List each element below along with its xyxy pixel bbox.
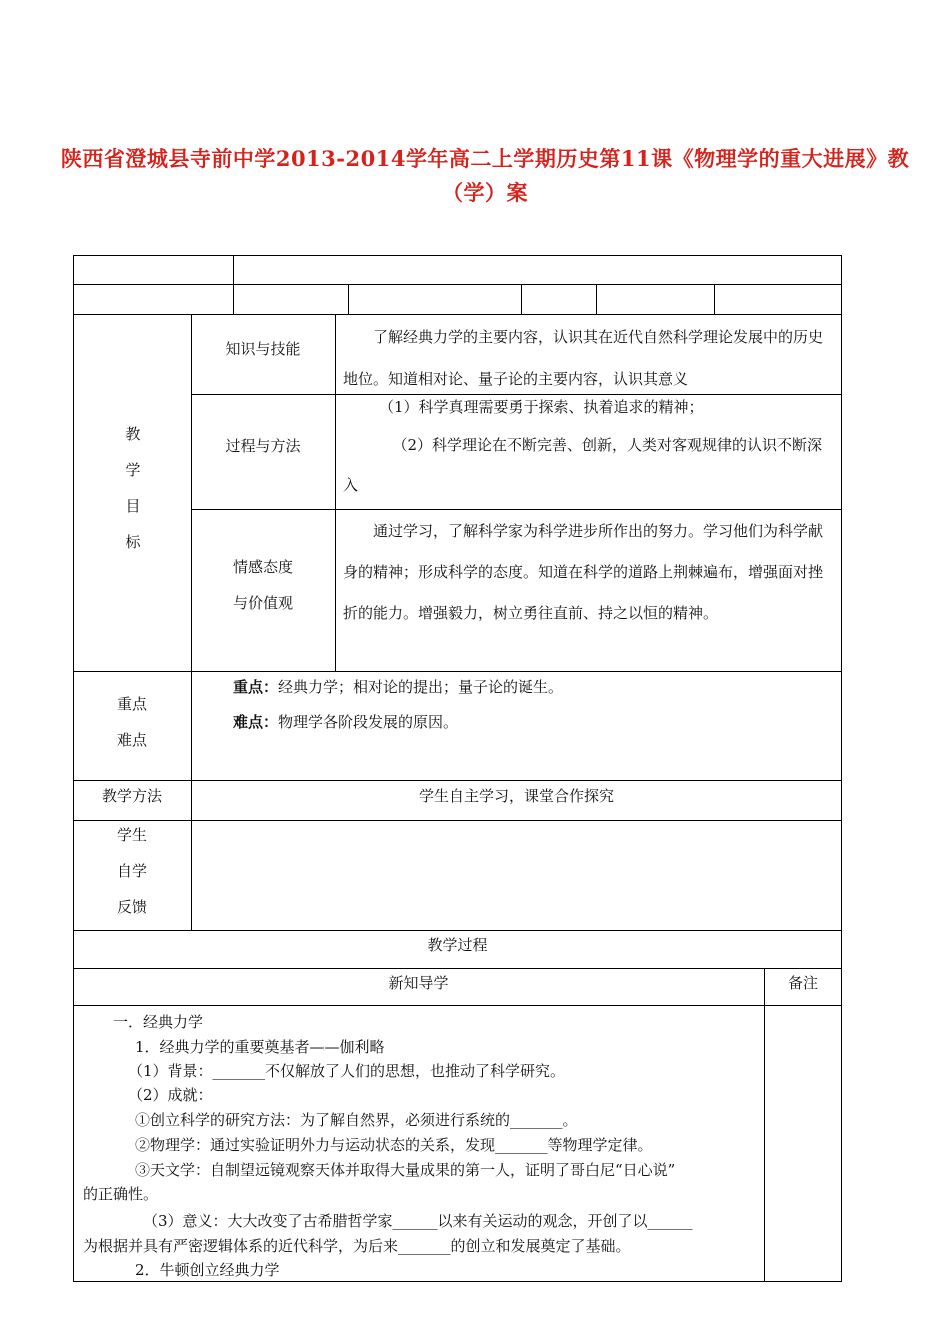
- key-point-text: 经典力学；相对论的提出；量子论的诞生。: [278, 678, 564, 696]
- content-line: 的正确性。: [83, 1185, 159, 1203]
- content-line: 为根据并具有严密逻辑体系的近代科学，为后来_______的创立和发展奠定了基础。: [83, 1237, 631, 1255]
- content-line: （2）成就：: [128, 1086, 213, 1104]
- knowledge-label: 知识与技能: [225, 340, 301, 358]
- keypoints-label-line-1: 重点: [116, 695, 147, 713]
- content-line: 2．牛顿创立经典力学: [135, 1261, 280, 1279]
- difficult-point-label: 难点：: [233, 713, 279, 731]
- row-divider: [73, 314, 842, 315]
- row-divider: [73, 1005, 842, 1006]
- content-line: ③天文学：自制望远镜观察天体并取得大量成果的第一人，证明了哥白尼“日心说”: [135, 1161, 676, 1179]
- feedback-label-char: 学生: [116, 826, 147, 844]
- emotion-text: 通过学习，了解科学家为科学进步所作出的努力。学习他们为科学献身的精神；形成科学的态度。知道在科学的道路上荆棘遍布，增强面对挫折的能力。增强毅力，树立勇往直前、持之以恒的精神。: [343, 522, 824, 622]
- knowledge-text: 了解经典力学的主要内容，认识其在近代自然科学理论发展中的历史地位。知道相对论、量子论的主要内容，认识其意义: [343, 328, 824, 388]
- objectives-header-char: 教: [125, 425, 141, 443]
- key-point-label: 重点：: [233, 678, 279, 696]
- content-line: ②物理学：通过实验证明外力与运动状态的关系，发现_______等物理学定律。: [135, 1136, 653, 1154]
- feedback-label-char: 反馈: [116, 898, 147, 916]
- objectives-header-char: 目: [125, 497, 141, 515]
- content-line: 一．经典力学: [113, 1013, 204, 1031]
- feedback-label-char: 自学: [116, 862, 147, 880]
- method-text: 学生自主学习，课堂合作探究: [418, 787, 614, 805]
- col-divider: [191, 314, 192, 930]
- column-header-new-knowledge: 新知导学: [388, 974, 449, 992]
- process-line-1: （1）科学真理需要勇于探索、执着追求的精神；: [379, 398, 704, 416]
- row-divider: [73, 820, 842, 821]
- col-divider: [348, 284, 349, 315]
- difficult-point-text: 物理学各阶段发展的原因。: [278, 713, 459, 731]
- col-divider: [714, 284, 715, 315]
- col-divider: [764, 968, 765, 1282]
- col-divider: [233, 255, 234, 315]
- method-label: 教学方法: [101, 787, 162, 805]
- col-divider: [521, 284, 522, 315]
- row-divider: [73, 671, 842, 672]
- difficult-point-line: [233, 712, 458, 732]
- objectives-header-char: 学: [125, 461, 141, 479]
- keypoints-label-line-2: 难点: [116, 731, 147, 749]
- emotion-label-line-1: 情感态度: [232, 558, 293, 576]
- content-line: （1）背景：_______不仅解放了人们的思想，也推动了科学研究。: [128, 1062, 566, 1080]
- row-divider: [73, 780, 842, 781]
- col-divider: [335, 314, 336, 671]
- content-line: ①创立科学的研究方法：为了解自然界，必须进行系统的_______。: [135, 1111, 578, 1129]
- emotion-label-line-2: 与价值观: [232, 594, 293, 612]
- col-divider: [596, 284, 597, 315]
- row-divider: [191, 509, 842, 510]
- document-title: 陕西省澄城县寺前中学2013-2014学年高二上学期历史第11课《物理学的重大进展》教（学）案: [60, 146, 910, 205]
- key-point-line: [233, 677, 563, 697]
- process-label: 过程与方法: [225, 437, 301, 455]
- objectives-header-char: 标: [125, 533, 141, 551]
- column-header-notes: 备注: [787, 974, 818, 992]
- content-line: 1．经典力学的重要奠基者——伽利略: [135, 1038, 385, 1056]
- row-divider: [73, 930, 842, 931]
- content-line: （3）意义：大大改变了古希腊哲学家______以来有关运动的观念，开创了以______: [143, 1212, 693, 1230]
- row-divider: [73, 968, 842, 969]
- row-divider: [73, 284, 842, 285]
- process-section-title: 教学过程: [427, 936, 488, 954]
- process-line-2: （2）科学理论在不断完善、创新，人类对客观规律的认识不断深入: [343, 436, 823, 494]
